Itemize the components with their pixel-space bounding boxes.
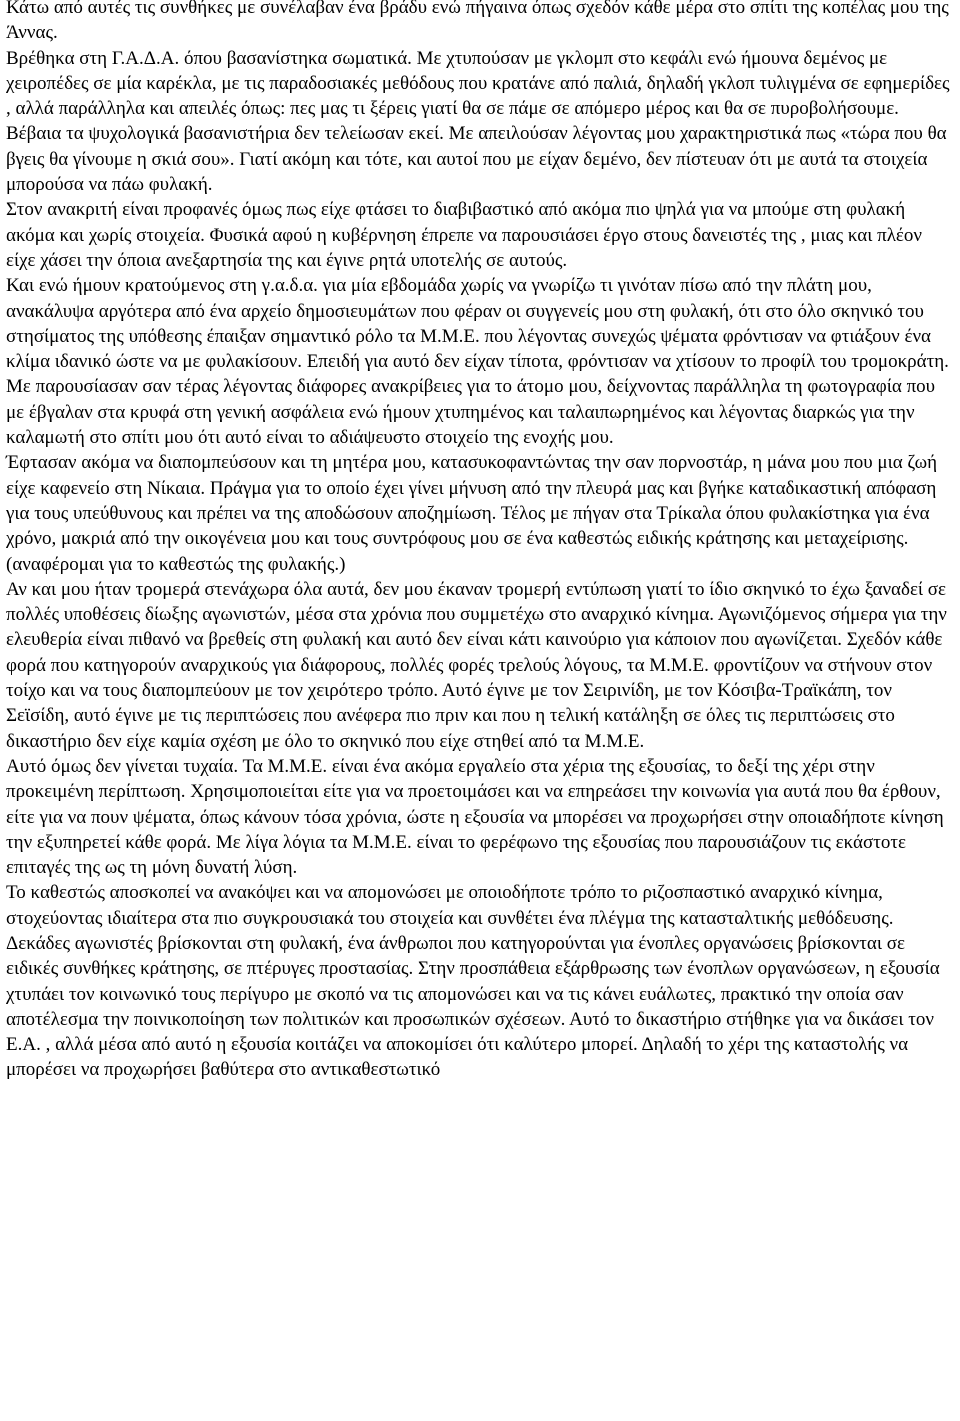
- paragraph: Το καθεστώς αποσκοπεί να ανακόψει και να απομονώσει με οποιοδήποτε τρόπο το ριζοσπαστικό αναρχικό κίνημα, στοχεύοντας ιδιαίτερα στα πιο συγκρουσιακά του στοιχεία και συνθέτει ένα πλέγμα της κατασταλτικής μεθόδευσης. Δεκάδες αγωνιστές βρίσκονται στη φυλακή, ένα άνθρωποι που κατηγορούνται για ένοπλες οργανώσεις βρίσκονται σε ειδικές συνθήκες κράτησης, σε πτέρυγες προστασίας. Στην προσπάθεια εξάρθρωσης των ένοπλων οργανώσεων, η εξουσία χτυπάει τον κοινωνικό τους περίγυρο με σκοπό να τις απομονώσει και να τις κάνει ευάλωτες, πρακτικό την οποία σαν αποτέλεσμα την ποινικοποίηση των πολιτικών και προσωπικών σχέσεων. Αυτό το δικαστήριο στήθηκε για να δικάσει τον Ε.Α. , αλλά μέσα από αυτό η εξουσία κοιτάζει να αποκομίσει ότι καλύτερο μπορεί. Δηλαδή το χέρι της καταστολής να μπορέσει να προχωρήσει βαθύτερα στο αντικαθεστωτικό: [6, 882, 940, 1081]
- paragraph: Κάτω από αυτές τις συνθήκες με συνέλαβαν ένα βράδυ ενώ πήγαινα όπως σχεδόν κάθε μέρα στο σπίτι της κοπέλας μου της Άννας.: [6, 0, 949, 44]
- paragraph: Αν και μου ήταν τρομερά στενάχωρα όλα αυτά, δεν μου έκαναν τρομερή εντύπωση γιατί το ίδιο σκηνικό το έχω ξαναδεί σε πολλές υποθέσεις δίωξης αγωνιστών, μέσα στα χρόνια που συμμετέχω στο αναρχικό κίνημα. Αγωνιζόμενος σήμερα για την ελευθερία είναι πιθανό να βρεθείς στη φυλακή και αυτό δεν είναι κάτι καινούριο για κάποιον που αγωνίζεται. Σχεδόν κάθε φορά που κατηγορούν αναρχικούς για διάφορους, πολλές φορές τρελούς λόγους, τα Μ.Μ.Ε. φροντίζουν να στήνουν στον τοίχο και να τους διαπομπεύουν με τον χειρότερο τρόπο. Αυτό έγινε με τον Σειρινίδη, με τον Κόσιβα-Τραϊκάπη, τον Σεϊσίδη, αυτό έγινε με τις περιπτώσεις που ανέφερα πιο πριν και που η τελική κατάληξη σε όλες τις περιπτώσεις στο δικαστήριο δεν είχε καμία σχέση με όλο το σκηνικό που είχε στηθεί από τα Μ.Μ.Ε.: [6, 578, 947, 752]
- paragraph: Στον ανακριτή είναι προφανές όμως πως είχε φτάσει το διαβιβαστικό από ακόμα πιο ψηλά για να μπούμε στη φυλακή ακόμα και χωρίς στοιχεία. Φυσικά αφού η κυβέρνηση έπρεπε να παρουσιάσει έργο στους δανειστές της , μιας και πλέον είχε χάσει την όποια ανεξαρτησία της και έγινε ρητά υποτελής σε αυτούς.: [6, 199, 922, 271]
- paragraph: Έφτασαν ακόμα να διαπομπεύσουν και τη μητέρα μου, κατασυκοφαντώντας την σαν πορνοστάρ, η μάνα μου που μια ζωή είχε καφενείο στη Νίκαια. Πράγμα για το οποίο έχει γίνει μήνυση από την πλευρά μας και βγήκε καταδικαστική απόφαση για τους υπεύθυνους και πρέπει να της αποδώσουν αποζημίωση. Τέλος με πήγαν στα Τρίκαλα όπου φυλακίστηκα για ένα χρόνο, μακριά από την οικογένεια μου και τους συντρόφους μου σε ένα καθεστώς ειδικής κράτησης και μεταχείρισης. (αναφέρομαι για το καθεστώς της φυλακής.): [6, 452, 938, 575]
- paragraph: Και ενώ ήμουν κρατούμενος στη γ.α.δ.α. για μία εβδομάδα χωρίς να γνωρίζω τι γινόταν πίσω από την πλάτη μου, ανακάλυψα αργότερα από ένα αρχείο δημοσιευμάτων που φέραν οι συγγενείς μου στη φυλακή, ότι στο όλο σκηνικό του στησίματος της υπόθεσης έπαιξαν σημαντικό ρόλο τα Μ.Μ.Ε. που λέγοντας συνεχώς ψέματα φρόντισαν να φτιάξουν ένα κλίμα ιδανικό ώστε να με φυλακίσουν. Επειδή για αυτό δεν είχαν τίποτα, φρόντισαν να χτίσουν το προφίλ του τρομοκράτη. Με παρουσίασαν σαν τέρας λέγοντας διάφορες ανακρίβειες για το άτομο μου, δείχνοντας παράλληλα τη φωτογραφία που με έβγαλαν στα κρυφά στη γενική ασφάλεια ενώ ήμουν χτυπημένος και ταλαιπωρημένος και λέγοντας διαρκώς για την καλαμωτή στο σπίτι μου ότι αυτό είναι το αδιάψευστο στοιχείο της ενοχής μου.: [6, 275, 949, 449]
- paragraph: Αυτό όμως δεν γίνεται τυχαία. Τα Μ.Μ.Ε. είναι ένα ακόμα εργαλείο στα χέρια της εξουσίας, το δεξί της χέρι στην προκειμένη περίπτωση. Χρησιμοποιείται είτε για να προετοιμάσει και να επηρεάσει την κοινωνία για αυτά που θα έρθουν, είτε για να πουν ψέματα, όπως κάνουν τόσα χρόνια, ώστε η εξουσία να μπορέσει να προχωρήσει στην οποιαδήποτε κίνηση την εξυπηρετεί κάθε φορά. Με λίγα λόγια τα Μ.Μ.Ε. είναι το φερέφωνο της εξουσίας που παρουσιάζουν τις εκάστοτε επιταγές της ως τη μόνη δυνατή λύση.: [6, 755, 944, 879]
- paragraph: Βρέθηκα στη Γ.Α.Δ.Α. όπου βασανίστηκα σωματικά. Με χτυπούσαν με γκλομπ στο κεφάλι ενώ ήμουνα δεμένος με χειροπέδες σε μία καρέκλα, με τις παραδοσιακές μεθόδους που κρατάνε από παλιά, δηλαδή γκλοπ τυλιγμένα σε εφημερίδες , αλλά παράλληλα και απειλές όπως: πες μας τι ξέρεις γιατί θα σε πάμε σε απόμερο μέρος και θα σε πυροβολήσουμε. Βέβαια τα ψυχολογικά βασανιστήρια δεν τελείωσαν εκεί. Με απειλούσαν λέγοντας μου χαρακτηριστικά πως «τώρα που θα βγεις θα γίνουμε η σκιά σου». Γιατί ακόμη και τότε, και αυτοί που με είχαν δεμένο, δεν πίστευαν ότι με αυτά τα στοιχεία μπορούσα να πάω φυλακή.: [6, 47, 950, 196]
- document-text: [6, 0, 952, 1083]
